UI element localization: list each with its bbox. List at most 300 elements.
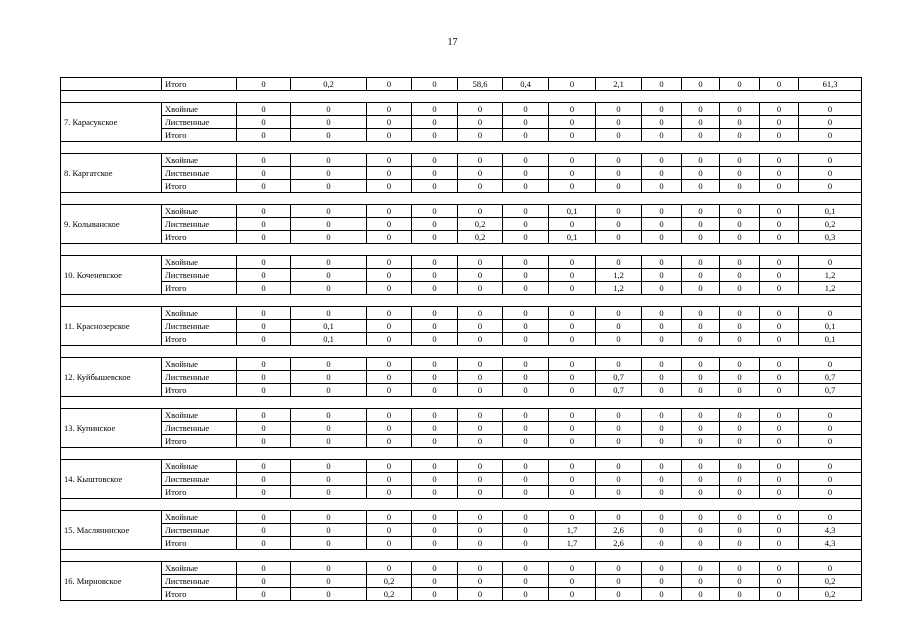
value-cell: 0 — [760, 103, 799, 116]
value-cell: 0 — [291, 588, 367, 601]
value-cell: 0 — [720, 154, 760, 167]
value-cell: 0 — [367, 282, 412, 295]
value-cell: 0 — [503, 537, 549, 550]
value-cell: 0,2 — [291, 78, 367, 91]
value-cell: 0 — [237, 486, 291, 499]
value-cell: 0 — [412, 511, 458, 524]
species-cell: Хвойные — [162, 307, 237, 320]
table-row — [61, 333, 862, 346]
value-cell: 0 — [799, 307, 862, 320]
value-cell: 0 — [720, 511, 760, 524]
value-cell: 0 — [367, 537, 412, 550]
spacer-row — [61, 295, 862, 307]
value-cell: 0 — [642, 435, 682, 448]
value-cell: 0 — [720, 269, 760, 282]
value-cell: 0 — [720, 333, 760, 346]
value-cell: 0 — [458, 588, 503, 601]
value-cell: 0 — [549, 256, 596, 269]
table-row — [61, 269, 862, 282]
value-cell: 0 — [596, 575, 642, 588]
value-cell: 0 — [367, 422, 412, 435]
value-cell: 0 — [412, 256, 458, 269]
value-cell: 0 — [412, 422, 458, 435]
value-cell: 0 — [291, 167, 367, 180]
value-cell: 0 — [682, 333, 720, 346]
value-cell: 0 — [458, 116, 503, 129]
value-cell: 0 — [237, 371, 291, 384]
value-cell: 0 — [458, 180, 503, 193]
value-cell: 0 — [682, 129, 720, 142]
value-cell: 0 — [549, 460, 596, 473]
value-cell: 0 — [799, 486, 862, 499]
value-cell: 0 — [642, 129, 682, 142]
table-row — [61, 218, 862, 231]
value-cell: 0 — [642, 307, 682, 320]
value-cell: 0 — [596, 562, 642, 575]
table-row — [61, 435, 862, 448]
value-cell: 0 — [720, 205, 760, 218]
value-cell: 0 — [799, 256, 862, 269]
value-cell: 0 — [642, 218, 682, 231]
value-cell: 0 — [412, 320, 458, 333]
value-cell: 0 — [412, 473, 458, 486]
district-name: 12. Куйбышевское — [61, 358, 162, 397]
value-cell: 0 — [596, 409, 642, 422]
value-cell: 0 — [720, 256, 760, 269]
value-cell: 0 — [596, 167, 642, 180]
spacer-row — [61, 91, 862, 103]
value-cell: 0 — [682, 218, 720, 231]
value-cell: 0 — [412, 154, 458, 167]
value-cell: 0 — [458, 562, 503, 575]
value-cell: 0 — [596, 129, 642, 142]
value-cell: 0 — [642, 116, 682, 129]
value-cell: 0 — [503, 409, 549, 422]
value-cell: 0 — [503, 218, 549, 231]
value-cell: 0 — [503, 473, 549, 486]
value-cell: 0 — [367, 435, 412, 448]
value-cell: 0 — [503, 205, 549, 218]
value-cell: 0 — [760, 154, 799, 167]
value-cell: 0 — [367, 218, 412, 231]
table-row — [61, 320, 862, 333]
value-cell: 0 — [720, 486, 760, 499]
value-cell: 0 — [596, 333, 642, 346]
spacer-row — [61, 448, 862, 460]
value-cell: 0 — [458, 282, 503, 295]
value-cell: 0 — [642, 422, 682, 435]
value-cell: 0 — [596, 320, 642, 333]
value-cell: 0 — [549, 562, 596, 575]
value-cell: 0 — [458, 537, 503, 550]
value-cell: 0 — [291, 371, 367, 384]
value-cell: 0 — [549, 575, 596, 588]
value-cell: 0 — [412, 167, 458, 180]
value-cell: 0 — [412, 180, 458, 193]
value-cell: 0 — [682, 511, 720, 524]
species-cell: Лиственные — [162, 320, 237, 333]
value-cell: 0 — [503, 562, 549, 575]
value-cell: 0 — [237, 320, 291, 333]
value-cell: 2,6 — [596, 537, 642, 550]
species-cell: Хвойные — [162, 460, 237, 473]
species-cell: Хвойные — [162, 511, 237, 524]
value-cell: 0 — [682, 371, 720, 384]
value-cell: 0 — [549, 180, 596, 193]
value-cell: 0 — [458, 358, 503, 371]
value-cell: 0 — [237, 167, 291, 180]
value-cell: 0 — [503, 231, 549, 244]
value-cell: 0 — [237, 409, 291, 422]
value-cell: 0 — [367, 205, 412, 218]
value-cell: 0 — [682, 269, 720, 282]
species-cell: Хвойные — [162, 358, 237, 371]
value-cell: 0 — [237, 333, 291, 346]
species-cell: Лиственные — [162, 218, 237, 231]
value-cell: 0 — [367, 180, 412, 193]
value-cell: 0 — [799, 435, 862, 448]
value-cell: 0 — [642, 473, 682, 486]
value-cell: 0 — [237, 218, 291, 231]
value-cell: 0 — [291, 562, 367, 575]
value-cell: 0 — [720, 180, 760, 193]
value-cell: 0 — [682, 384, 720, 397]
value-cell: 0 — [682, 588, 720, 601]
value-cell: 0 — [682, 282, 720, 295]
value-cell: 0 — [549, 307, 596, 320]
value-cell: 0 — [458, 486, 503, 499]
value-cell: 0,1 — [799, 333, 862, 346]
value-cell: 0 — [549, 486, 596, 499]
value-cell: 0 — [237, 231, 291, 244]
value-cell: 61,3 — [799, 78, 862, 91]
value-cell: 0 — [291, 473, 367, 486]
value-cell: 0 — [642, 282, 682, 295]
value-cell: 0,7 — [799, 371, 862, 384]
value-cell: 0 — [412, 205, 458, 218]
value-cell: 0 — [760, 524, 799, 537]
value-cell: 0 — [291, 307, 367, 320]
value-cell: 0 — [760, 486, 799, 499]
value-cell: 0 — [367, 562, 412, 575]
value-cell: 0 — [596, 218, 642, 231]
table-row — [61, 103, 862, 116]
spacer-cell — [61, 244, 862, 256]
value-cell: 0 — [412, 78, 458, 91]
species-cell: Лиственные — [162, 116, 237, 129]
value-cell: 0 — [799, 358, 862, 371]
value-cell: 0 — [596, 486, 642, 499]
value-cell: 0 — [760, 116, 799, 129]
value-cell: 0 — [291, 103, 367, 116]
value-cell: 0 — [367, 460, 412, 473]
value-cell: 0 — [799, 167, 862, 180]
table-row — [61, 524, 862, 537]
value-cell: 0 — [458, 103, 503, 116]
value-cell: 0 — [412, 409, 458, 422]
value-cell: 0 — [237, 154, 291, 167]
value-cell: 0 — [458, 167, 503, 180]
table-row — [61, 486, 862, 499]
value-cell: 0 — [237, 256, 291, 269]
value-cell: 0 — [412, 384, 458, 397]
value-cell: 0 — [237, 307, 291, 320]
value-cell: 0 — [682, 422, 720, 435]
value-cell: 0 — [760, 371, 799, 384]
value-cell: 0 — [760, 180, 799, 193]
table-row — [61, 116, 862, 129]
value-cell: 0 — [237, 435, 291, 448]
value-cell: 0 — [458, 129, 503, 142]
value-cell: 0 — [760, 562, 799, 575]
value-cell: 0 — [291, 409, 367, 422]
value-cell: 0 — [503, 333, 549, 346]
value-cell: 0 — [642, 460, 682, 473]
value-cell: 0 — [642, 524, 682, 537]
value-cell: 0 — [799, 103, 862, 116]
value-cell: 0 — [682, 154, 720, 167]
value-cell: 0 — [760, 358, 799, 371]
value-cell: 0 — [237, 537, 291, 550]
value-cell: 0 — [503, 116, 549, 129]
value-cell: 0 — [412, 282, 458, 295]
value-cell: 0 — [549, 333, 596, 346]
value-cell: 0 — [412, 575, 458, 588]
table-row — [61, 256, 862, 269]
value-cell: 0 — [503, 371, 549, 384]
value-cell: 0 — [412, 537, 458, 550]
table-row — [61, 562, 862, 575]
value-cell: 0 — [549, 167, 596, 180]
forest-data-table — [60, 77, 862, 601]
value-cell: 0 — [596, 358, 642, 371]
value-cell: 0 — [720, 384, 760, 397]
value-cell: 0 — [458, 307, 503, 320]
value-cell: 0 — [503, 256, 549, 269]
value-cell: 0 — [720, 524, 760, 537]
value-cell: 0 — [291, 256, 367, 269]
value-cell: 0 — [682, 409, 720, 422]
value-cell: 0 — [642, 78, 682, 91]
value-cell: 0 — [549, 103, 596, 116]
value-cell: 0 — [503, 422, 549, 435]
value-cell: 0 — [458, 384, 503, 397]
value-cell: 4,3 — [799, 537, 862, 550]
species-cell: Лиственные — [162, 371, 237, 384]
value-cell: 0 — [760, 269, 799, 282]
value-cell: 0 — [549, 78, 596, 91]
value-cell: 0 — [799, 154, 862, 167]
value-cell: 0 — [720, 575, 760, 588]
value-cell: 0,2 — [799, 575, 862, 588]
value-cell: 0 — [642, 486, 682, 499]
value-cell: 0 — [367, 167, 412, 180]
species-cell: Лиственные — [162, 422, 237, 435]
spacer-row — [61, 499, 862, 511]
species-cell: Итого — [162, 333, 237, 346]
value-cell: 0 — [237, 422, 291, 435]
value-cell: 0 — [503, 103, 549, 116]
value-cell: 0 — [291, 575, 367, 588]
value-cell: 0,2 — [799, 588, 862, 601]
value-cell: 0 — [237, 511, 291, 524]
value-cell: 0 — [412, 269, 458, 282]
species-cell: Хвойные — [162, 103, 237, 116]
species-cell: Лиственные — [162, 167, 237, 180]
value-cell: 0 — [367, 371, 412, 384]
value-cell: 0 — [291, 422, 367, 435]
value-cell: 0,1 — [291, 333, 367, 346]
spacer-row — [61, 244, 862, 256]
value-cell: 0 — [291, 460, 367, 473]
spacer-cell — [61, 193, 862, 205]
value-cell: 0 — [549, 129, 596, 142]
value-cell: 0 — [412, 129, 458, 142]
spacer-row — [61, 142, 862, 154]
value-cell: 0 — [799, 562, 862, 575]
value-cell: 0 — [682, 256, 720, 269]
table-row — [61, 371, 862, 384]
value-cell: 0 — [367, 256, 412, 269]
value-cell: 0 — [458, 435, 503, 448]
value-cell: 0 — [596, 511, 642, 524]
value-cell: 0 — [720, 371, 760, 384]
value-cell: 0 — [412, 103, 458, 116]
value-cell: 0 — [412, 460, 458, 473]
value-cell: 0 — [760, 575, 799, 588]
district-name: 13. Купинское — [61, 409, 162, 448]
table-row — [61, 167, 862, 180]
value-cell: 0 — [799, 422, 862, 435]
species-cell: Итого — [162, 537, 237, 550]
value-cell: 0 — [682, 524, 720, 537]
value-cell: 0 — [367, 409, 412, 422]
value-cell: 0,7 — [596, 371, 642, 384]
value-cell: 0 — [720, 422, 760, 435]
spacer-cell — [61, 550, 862, 562]
value-cell: 0 — [237, 129, 291, 142]
value-cell: 0 — [503, 384, 549, 397]
value-cell: 0 — [799, 409, 862, 422]
spacer-row — [61, 550, 862, 562]
value-cell: 0 — [760, 256, 799, 269]
value-cell: 0 — [549, 116, 596, 129]
value-cell: 0 — [642, 562, 682, 575]
value-cell: 0 — [503, 320, 549, 333]
value-cell: 0 — [412, 371, 458, 384]
value-cell: 0 — [642, 320, 682, 333]
value-cell: 0 — [760, 422, 799, 435]
value-cell: 1,2 — [596, 282, 642, 295]
value-cell: 0 — [642, 333, 682, 346]
value-cell: 0 — [367, 384, 412, 397]
value-cell: 0 — [367, 154, 412, 167]
value-cell: 0 — [503, 167, 549, 180]
value-cell: 0 — [642, 371, 682, 384]
value-cell: 0,2 — [367, 575, 412, 588]
value-cell: 0 — [503, 588, 549, 601]
value-cell: 0 — [760, 473, 799, 486]
value-cell: 0 — [799, 511, 862, 524]
value-cell: 0,1 — [291, 320, 367, 333]
value-cell: 0,3 — [799, 231, 862, 244]
value-cell: 0 — [503, 435, 549, 448]
value-cell: 0 — [799, 460, 862, 473]
value-cell: 0,2 — [367, 588, 412, 601]
value-cell: 0 — [237, 575, 291, 588]
value-cell: 0 — [237, 78, 291, 91]
value-cell: 0 — [549, 218, 596, 231]
value-cell: 0 — [503, 511, 549, 524]
value-cell: 0 — [720, 435, 760, 448]
value-cell: 4,3 — [799, 524, 862, 537]
table-row — [61, 460, 862, 473]
value-cell: 0 — [682, 180, 720, 193]
table-row — [61, 588, 862, 601]
value-cell: 0 — [549, 409, 596, 422]
district-cell — [61, 78, 162, 91]
table-row — [61, 180, 862, 193]
value-cell: 0 — [642, 154, 682, 167]
value-cell: 0 — [549, 154, 596, 167]
value-cell: 0 — [367, 269, 412, 282]
species-cell: Итого — [162, 129, 237, 142]
spacer-row — [61, 346, 862, 358]
district-name: 16. Мирновское — [61, 562, 162, 601]
value-cell: 0 — [596, 588, 642, 601]
value-cell: 0 — [367, 307, 412, 320]
value-cell: 0 — [412, 358, 458, 371]
value-cell: 0 — [549, 435, 596, 448]
value-cell: 0 — [760, 218, 799, 231]
table-row — [61, 575, 862, 588]
table-body — [61, 78, 862, 601]
value-cell: 0 — [720, 231, 760, 244]
value-cell: 0 — [291, 524, 367, 537]
value-cell: 0 — [367, 231, 412, 244]
value-cell: 0 — [760, 460, 799, 473]
spacer-cell — [61, 397, 862, 409]
value-cell: 0 — [760, 511, 799, 524]
value-cell: 0 — [237, 269, 291, 282]
value-cell: 0 — [720, 116, 760, 129]
spacer-cell — [61, 142, 862, 154]
value-cell: 0 — [367, 129, 412, 142]
value-cell: 0,7 — [799, 384, 862, 397]
value-cell: 0 — [458, 422, 503, 435]
species-cell: Итого — [162, 180, 237, 193]
species-cell: Итого — [162, 231, 237, 244]
district-name: 8. Каргатское — [61, 154, 162, 193]
value-cell: 0,1 — [799, 320, 862, 333]
value-cell: 0 — [549, 473, 596, 486]
value-cell: 1,7 — [549, 537, 596, 550]
value-cell: 0 — [760, 282, 799, 295]
value-cell: 0 — [682, 307, 720, 320]
value-cell: 0 — [642, 358, 682, 371]
table-row — [61, 154, 862, 167]
value-cell: 0 — [720, 537, 760, 550]
value-cell: 0 — [237, 524, 291, 537]
table-row — [61, 409, 862, 422]
value-cell: 0 — [720, 358, 760, 371]
value-cell: 0 — [367, 511, 412, 524]
value-cell: 0 — [642, 231, 682, 244]
value-cell: 0 — [412, 307, 458, 320]
value-cell: 0 — [720, 320, 760, 333]
value-cell: 0 — [596, 103, 642, 116]
table-row — [61, 307, 862, 320]
